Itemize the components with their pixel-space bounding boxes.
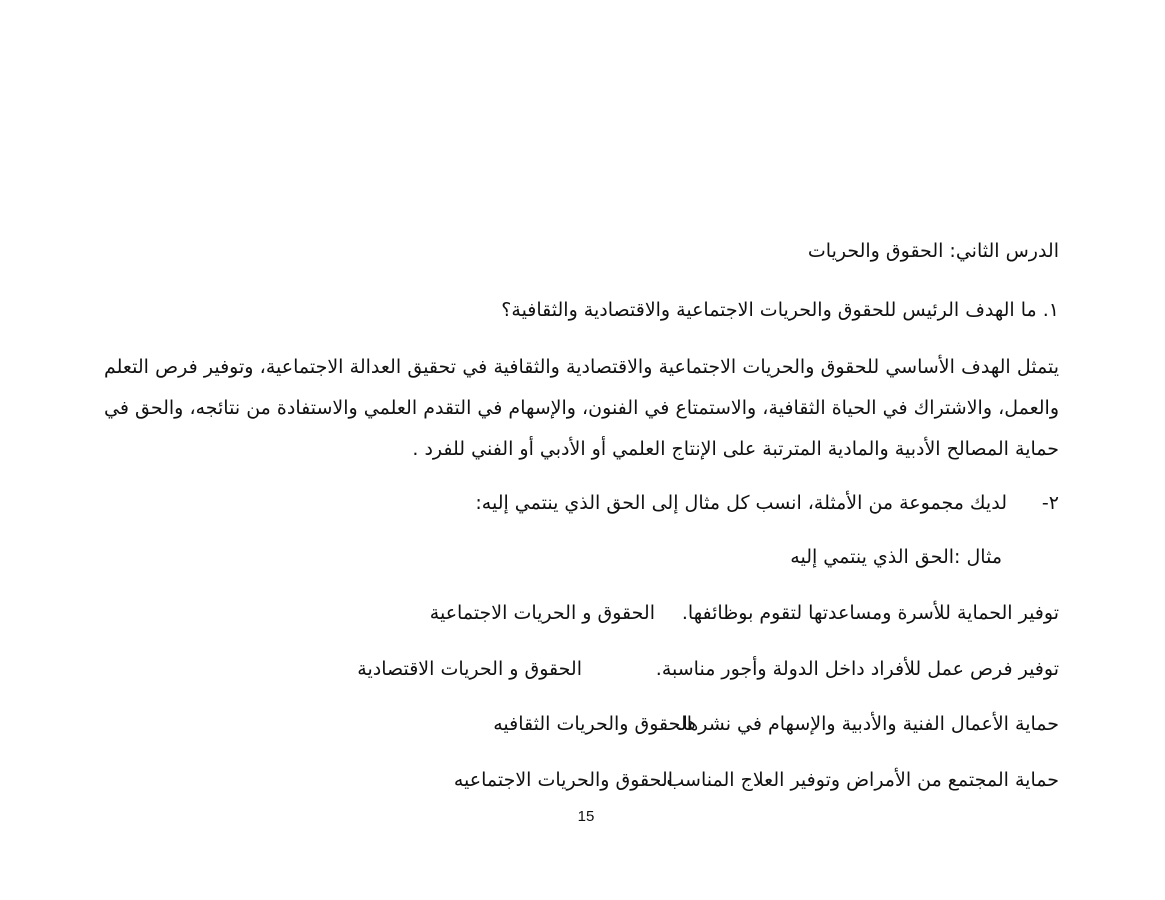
example-text: حماية المجتمع من الأمراض وتوفير العلاج المناسب. xyxy=(660,769,1059,791)
question-1: ١. ما الهدف الرئيس للحقوق والحريات الاجتماعية والاقتصادية والثقافية؟ xyxy=(501,299,1059,321)
example-row xyxy=(430,599,1059,627)
example-text: حماية الأعمال الفنية والأدبية والإسهام في نشرها. xyxy=(676,713,1059,735)
right-category: الحقوق و الحريات الاقتصادية xyxy=(357,658,582,680)
example-text: توفير الحماية للأسرة ومساعدتها لتقوم بوظائفها. xyxy=(681,602,1059,624)
question-2-number: ٢- xyxy=(1041,492,1059,514)
table-header: مثال :الحق الذي ينتمي إليه xyxy=(790,546,1002,568)
right-category: الحقوق والحريات الاجتماعيه xyxy=(453,769,673,791)
example-row xyxy=(493,710,1059,738)
question-2 xyxy=(475,489,1059,517)
page-number: 15 xyxy=(577,808,595,825)
right-category: الحقوق والحريات الثقافيه xyxy=(493,713,692,735)
question-2-text: لديك مجموعة من الأمثلة، انسب كل مثال إلى الحق الذي ينتمي إليه: xyxy=(475,492,1007,514)
example-text: توفير فرص عمل للأفراد داخل الدولة وأجور مناسبة. xyxy=(655,658,1059,680)
example-row xyxy=(357,655,1059,683)
answer-1-paragraph: يتمثل الهدف الأساسي للحقوق والحريات الاجتماعية والاقتصادية والثقافية في تحقيق العدالة الاجتماعية، وتوفير فرص التعلم والعمل، والاشتراك في الحياة الثقافية، والاستمتاع في الفنون، والإسهام في التقدم العلمي والاستفادة من نتائجه، والحق في حماية المصالح الأدبية والمادية المترتبة على الإنتاج العلمي أو الأدبي أو الفني للفرد . xyxy=(104,356,1059,460)
example-row xyxy=(454,766,1059,794)
right-category: الحقوق و الحريات الاجتماعية xyxy=(429,602,655,624)
lesson-title: الدرس الثاني: الحقوق والحريات xyxy=(807,240,1059,262)
